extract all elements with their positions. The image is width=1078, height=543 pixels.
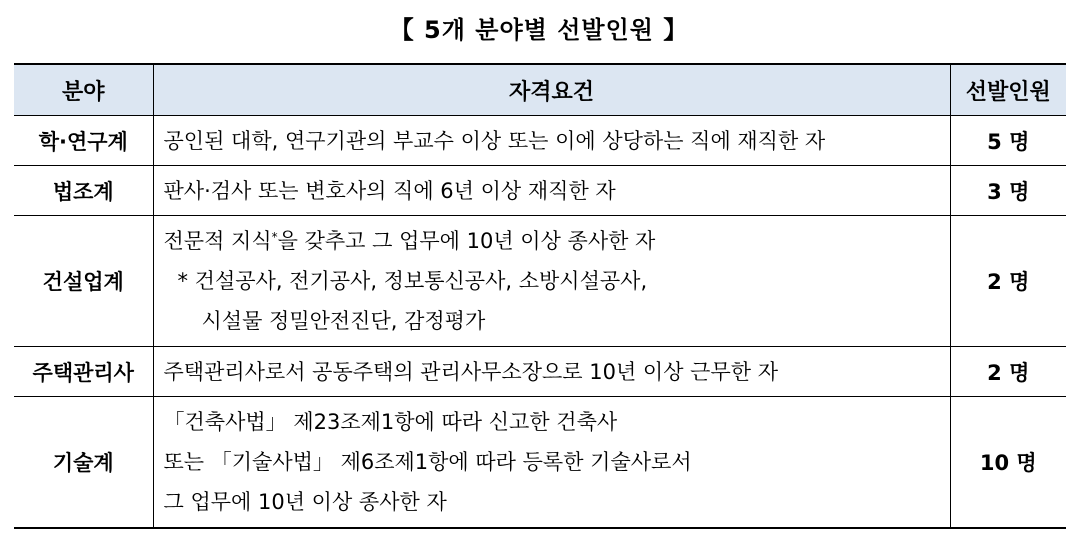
requirement-text-before: 전문적 지식 [163, 229, 272, 253]
page-title: 【 5개 분야별 선발인원 】 [389, 16, 689, 44]
requirement-text-after: 을 갖추고 그 업무에 10년 이상 종사한 자 [277, 229, 656, 253]
requirement-cell [153, 397, 950, 529]
table-row [14, 347, 1066, 397]
field-cell: 주택관리사 [14, 347, 153, 397]
count-cell: 3 명 [950, 166, 1066, 216]
field-cell: 건설업계 [14, 216, 153, 347]
table-row [14, 397, 1066, 529]
header-count: 선발인원 [950, 64, 1066, 116]
field-cell: 기술계 [14, 397, 153, 529]
requirement-line: 「건축사법」 제23조제1항에 따라 신고한 건축사 [163, 410, 618, 434]
table-row [14, 116, 1066, 166]
requirement-cell [153, 216, 950, 347]
header-field: 분야 [14, 64, 153, 116]
count-cell: 2 명 [950, 216, 1066, 347]
requirement-cell [153, 116, 950, 166]
field-cell: 학·연구계 [14, 116, 153, 166]
table-header-row [14, 64, 1066, 116]
header-requirement: 자격요건 [153, 64, 950, 116]
count-cell: 5 명 [950, 116, 1066, 166]
requirement-line: 또는 「기술사법」 제6조제1항에 따라 등록한 기술사로서 [163, 450, 692, 474]
requirement-cell [153, 347, 950, 397]
field-cell: 법조계 [14, 166, 153, 216]
count-cell: 2 명 [950, 347, 1066, 397]
selection-table [14, 63, 1066, 529]
requirement-line: 그 업무에 10년 이상 종사한 자 [163, 490, 447, 514]
table-row [14, 166, 1066, 216]
requirement-note-continued: 시설물 정밀안전진단, 감정평가 [201, 309, 486, 333]
table-row [14, 216, 1066, 347]
requirement-note: * 건설공사, 전기공사, 정보통신공사, 소방시설공사, [177, 269, 648, 293]
requirement-line: 판사·검사 또는 변호사의 직에 6년 이상 재직한 자 [163, 178, 616, 203]
requirement-line: 공인된 대학, 연구기관의 부교수 이상 또는 이에 상당하는 직에 재직한 자 [163, 128, 826, 153]
requirement-line [164, 221, 950, 261]
requirement-cell [153, 166, 950, 216]
footnote-mark: * [271, 230, 278, 244]
count-cell: 10 명 [950, 397, 1066, 529]
requirement-line: 주택관리사로서 공동주택의 관리사무소장으로 10년 이상 근무한 자 [163, 359, 778, 384]
